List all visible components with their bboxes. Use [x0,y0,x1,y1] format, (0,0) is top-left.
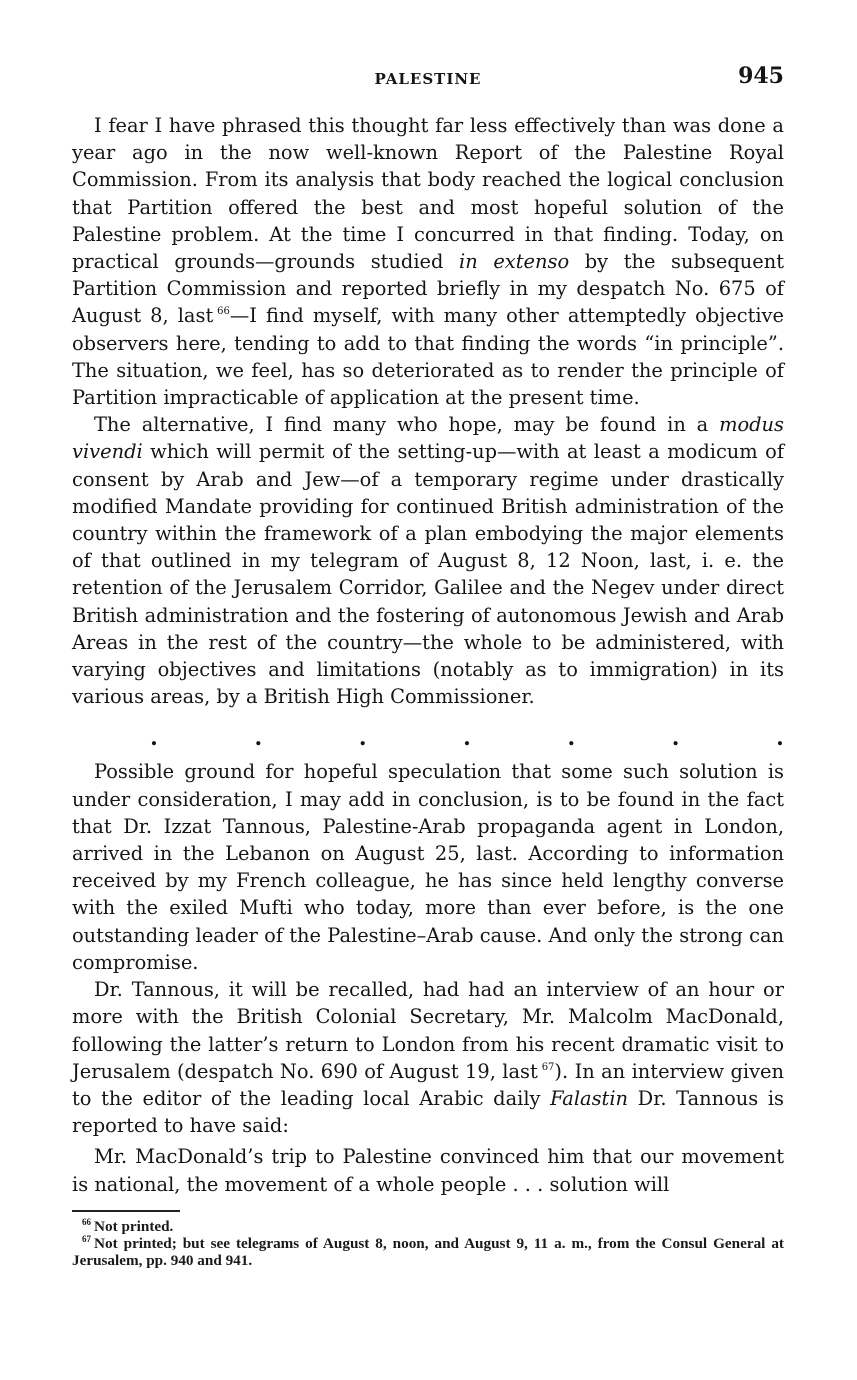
italic-falastin: Falastin [550,1086,629,1110]
ellipsis-dot: . [463,725,471,752]
footnote-67: $^{67}$ Not printed; but see telegrams of August 8, noon, and August 9, 11 a. m., from the Consul General at Jerusalem, pp. 940 and 941. [72,1233,784,1269]
paragraph-tannous-interview: Dr. Tannous, it will be recalled, had had an interview of an hour or more with the British Colonial Secretary, Mr. Malcolm MacDonald, following the latter’s return to London from his recent dramatic visit to Jerusalem (despatch No. 690 of August 19, last $^{67}$). In an interview given to the editor of the leading local Arabic daily Falastin Dr. Tannous is reported to have said: [72,978,784,1138]
italic-in-extenso: in extenso [459,250,570,274]
paragraph-modus-vivendi: The alternative, I find many who hope, may be found in a modus vivendi which will permit of the setting-up—with at least a modicum of consent by Arab and Jew—of a temporary regime under drastically modified Mandate providing for continued British administration of the country within the framework of a plan embodying the major elements of that outlined in my telegram of August 8, 12 Noon, last, i. e. the retention of the Jerusalem Corridor, Galilee and the Negev under direct British administration and the fostering of autonomous Jewish and Arab Areas in the rest of the country—the whole to be administered, with varying objectives and limitations (notably as to immigration) in its various areas, by a British High Commissioner. [72,413,784,709]
footnote-ref-66: 66 [217,306,230,318]
paragraph-partition: I fear I have phrased this thought far less effectively than was done a year ago in the now well-known Report of the Palestine Royal Commission. From its analysis that body reached the logical conclusion that Partition offered the best and most hopeful solution of the Palestine problem. At the time I concurred in that finding. Today, on practical grounds—grounds studied in extenso by the subsequent Partition Commission and reported briefly in my despatch No. 675 of August 8, last $^{66}$—I find myself, with many other attemptedly objective observers here, tending to add to that finding the words “in principle”. The situation, we feel, has so deteriorated as to render the principle of Partition impracticable of application at the present time. [72,114,784,410]
document-page [72,60,784,1269]
footnote-ref-67: 67 [541,1061,555,1073]
footnote-rule [72,1210,180,1212]
paragraph-tannous-arrival: Possible ground for hopeful speculation that some such solution is under consideration, I may add in conclusion, is to be found in the fact that Dr. Izzat Tannous, Palestine-Arab propaganda agent in London, arrived in the Lebanon on August 25, last. According to information received by my French colleague, he has since held lengthy converse with the exiled Mufti who today, more than ever before, is the one outstanding leader of the Palestine–Arab cause. And only the strong can compromise. [72,760,784,974]
page-number: 945 [738,63,784,89]
ellipsis-dot: . [358,725,367,752]
footnote-66: $^{66}$ Not printed. [82,1216,174,1235]
ellipsis-dot: . [671,725,680,752]
footnotes [72,1218,784,1269]
quoted-paragraph: Mr. MacDonald’s trip to Palestine convinced him that our movement is national, the movement of a whole people . . . solution will [72,1145,784,1196]
italic-modus-vivendi: modus vivendi [72,413,784,464]
page-header [72,60,784,100]
ellipsis-dot: . [776,725,784,752]
ellipsis-dot: . [150,725,158,752]
running-title: PALESTINE [374,70,482,88]
ellipsis-dot: . [567,725,576,752]
ellipsis-divider [72,726,784,750]
ellipsis-dot: . [254,725,263,752]
